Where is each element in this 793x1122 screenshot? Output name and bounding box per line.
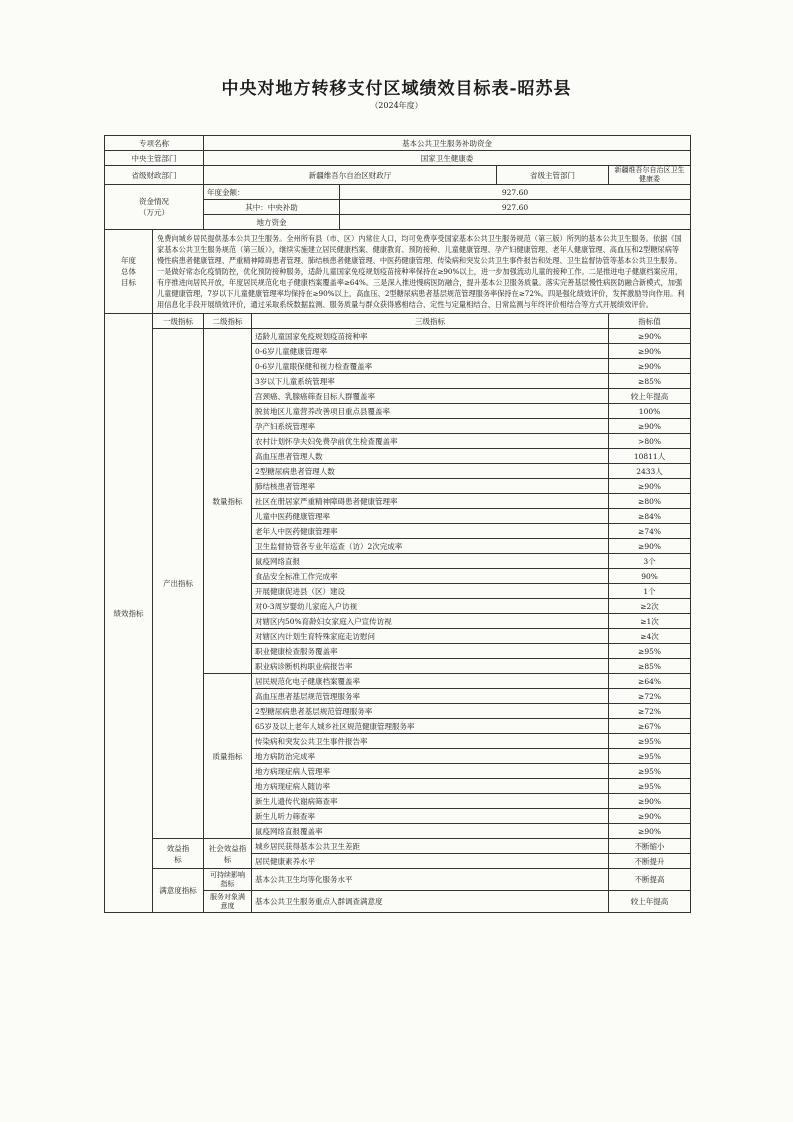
year-amount-value: 927.60	[340, 185, 691, 200]
quantity-indicator-label: 数量指标	[204, 329, 252, 674]
indicator-name: 高血压患者基层规范管理服务率	[252, 689, 609, 704]
indicator-name: 鼠疫网络直报	[252, 554, 609, 569]
page-title: 中央对地方转移支付区域绩效目标表-昭苏县	[221, 79, 572, 99]
indicator-value: ≥90%	[609, 419, 691, 434]
central-dept-label: 中央主管部门	[105, 151, 204, 166]
local-funds-label: 地方资金	[204, 215, 340, 230]
col-level2: 二级指标	[204, 314, 252, 329]
indicator-name: 居民规范化电子健康档案覆盖率	[252, 674, 609, 689]
indicator-name: 鼠疫网络直报覆盖率	[252, 824, 609, 839]
indicator-row	[105, 839, 691, 854]
social-benefit-label: 社会效益指标	[204, 839, 252, 869]
prov-finance-label: 省级财政部门	[105, 166, 204, 185]
indicator-value: ≥1次	[609, 614, 691, 629]
prov-dept-label: 省级主管部门	[497, 166, 609, 185]
local-funds-value	[340, 215, 691, 230]
indicator-name: 社区在册居家严重精神障碍患者健康管理率	[252, 494, 609, 509]
indicator-value: >80%	[609, 434, 691, 449]
indicator-name: 食品安全标准工作完成率	[252, 569, 609, 584]
output-indicator-label: 产出指标	[153, 329, 204, 839]
indicator-name: 地方病现症病人随访率	[252, 779, 609, 794]
prov-finance-value: 新疆维吾尔自治区财政厅	[204, 166, 497, 185]
indicator-name: 65岁及以上老年人城乡社区规范健康管理服务率	[252, 719, 609, 734]
service-satisfaction-label: 服务对象满意度	[204, 891, 252, 913]
indicator-value: 3个	[609, 554, 691, 569]
indicator-value: 10811人	[609, 449, 691, 464]
indicator-name: 0-6岁儿童眼保健和视力检查覆盖率	[252, 359, 609, 374]
indicator-name: 基本公共卫生服务重点人群调查满意度	[252, 891, 609, 913]
quality-indicator-label: 质量指标	[204, 674, 252, 839]
indicators-section-label: 绩效指标	[105, 314, 153, 913]
year-amount-label: 年度金额：	[204, 185, 340, 200]
indicator-value: 1个	[609, 584, 691, 599]
central-sub-value: 927.60	[340, 200, 691, 215]
indicator-value: ≥90%	[609, 359, 691, 374]
indicator-name: 孕产妇系统管理率	[252, 419, 609, 434]
indicator-name: 新生儿听力筛查率	[252, 809, 609, 824]
indicator-value: ≥64%	[609, 674, 691, 689]
indicator-value: ≥80%	[609, 494, 691, 509]
central-dept-value: 国家卫生健康委	[204, 151, 691, 166]
indicator-name: 职业病诊断机构职业病报告率	[252, 659, 609, 674]
indicator-value: ≥90%	[609, 329, 691, 344]
indicator-value: ≥95%	[609, 644, 691, 659]
goal-label: 年度总体目标	[105, 230, 153, 314]
indicator-value: ≥95%	[609, 749, 691, 764]
indicator-value: 较上年提高	[609, 891, 691, 913]
satisfaction-indicator-label: 满意度指标	[153, 869, 204, 913]
indicator-name: 脱贫地区儿童营养改善项目重点县覆盖率	[252, 404, 609, 419]
indicator-name: 高血压患者管理人数	[252, 449, 609, 464]
indicator-name: 肺结核患者管理率	[252, 479, 609, 494]
indicator-name: 儿童中医药健康管理率	[252, 509, 609, 524]
performance-table	[104, 135, 691, 913]
indicator-name: 3岁以下儿童系统管理率	[252, 374, 609, 389]
goal-text: 免费向城乡居民提供基本公共卫生服务。全州所有县（市、区）内常住人口，均可免费享受国家基本公共卫生服务规范（第三版）所列的基本公共卫生服务。依据《国家基本公共卫生服务规范（第三版）》，继续实施建立居民健康档案、健康教育、预防接种、儿童健康管理、孕产妇健康管理、老年人健康管理、高血压和2型糖尿病等慢性病患者健康管理、严重精神障碍患者管理、肺结核患者健康管理、中医药健康管理、传染病和突发公共卫生事件报告和处理、卫生监督协管等基本公共卫生服务。一是做好常态化疫情防控，优化预防接种服务，适龄儿童国家免疫规划疫苗接种率保持在≥90%以上，进一步加强流动儿童的接种工作。二是推进电子健康档案应用，有序推进向居民开放，年度居民规范化电子健康档案覆盖率≥64%。三是深入推进慢病医防融合，提升基本公卫服务质量。落实完善基层慢性病医防融合新模式，加强儿童健康管理，7岁以下儿童健康管理率均保持在≥90%以上，高血压、2型糖尿病患者基层规范管理服务率保持在≥72%。四是强化绩效评价，发挥激励导向作用。利用信息化手段开展绩效评价，通过采取系统数据监测、服务质量与群众获得感相结合、定性与定量相结合、日常监测与年终评价相结合等方式开展绩效评价。	[153, 230, 691, 314]
indicator-row	[105, 869, 691, 891]
indicator-value: ≥85%	[609, 374, 691, 389]
indicator-value: ≥85%	[609, 659, 691, 674]
indicator-name: 职业健康检查服务覆盖率	[252, 644, 609, 659]
indicator-name: 城乡居民获得基本公共卫生差距	[252, 839, 609, 854]
indicator-name: 适龄儿童国家免疫规划疫苗接种率	[252, 329, 609, 344]
indicator-value: ≥95%	[609, 779, 691, 794]
indicator-name: 传染病和突发公共卫生事件报告率	[252, 734, 609, 749]
indicator-value: ≥95%	[609, 764, 691, 779]
col-value: 指标值	[609, 314, 691, 329]
col-level1: 一级指标	[153, 314, 204, 329]
indicator-name: 对0-3周岁婴幼儿家庭入户访视	[252, 599, 609, 614]
indicator-value: ≥90%	[609, 824, 691, 839]
indicator-name: 2型糖尿病患者管理人数	[252, 464, 609, 479]
indicator-value: ≥90%	[609, 794, 691, 809]
indicator-name: 基本公共卫生均等化服务水平	[252, 869, 609, 891]
indicator-value: 不断缩小	[609, 839, 691, 854]
indicator-value: ≥90%	[609, 344, 691, 359]
indicator-value: 不断提高	[609, 869, 691, 891]
indicator-name: 地方病防治完成率	[252, 749, 609, 764]
project-label: 专项名称	[105, 136, 204, 151]
benefit-indicator-label: 效益指标	[153, 839, 204, 869]
indicator-value: ≥74%	[609, 524, 691, 539]
indicator-name: 2型糖尿病患者基层规范管理服务率	[252, 704, 609, 719]
indicator-name: 卫生监督协管各专业年巡查（访）2次完成率	[252, 539, 609, 554]
indicator-value: ≥72%	[609, 689, 691, 704]
indicator-name: 宫颈癌、乳腺癌筛查目标人群覆盖率	[252, 389, 609, 404]
col-level3: 三级指标	[252, 314, 609, 329]
indicator-name: 对辖区内50%育龄妇女家庭入户宣传访视	[252, 614, 609, 629]
indicator-value: 2433人	[609, 464, 691, 479]
indicator-value: ≥2次	[609, 599, 691, 614]
indicator-value: 100%	[609, 404, 691, 419]
indicator-name: 开展健康促进县（区）建设	[252, 584, 609, 599]
prov-dept-value: 新疆维吾尔自治区卫生健康委	[609, 166, 691, 185]
indicator-value: ≥90%	[609, 539, 691, 554]
indicator-value: ≥72%	[609, 704, 691, 719]
funds-label: 资金情况（万元）	[105, 185, 204, 230]
indicator-value: ≥90%	[609, 479, 691, 494]
indicator-value: 较上年提高	[609, 389, 691, 404]
indicator-name: 0-6岁儿童健康管理率	[252, 344, 609, 359]
indicator-value: ≥95%	[609, 734, 691, 749]
indicator-name: 居民健康素养水平	[252, 854, 609, 869]
indicator-row	[105, 329, 691, 344]
indicator-value: ≥90%	[609, 809, 691, 824]
project-value: 基本公共卫生服务补助资金	[204, 136, 691, 151]
indicator-name: 对辖区内计划生育特殊家庭走访慰问	[252, 629, 609, 644]
indicator-value: ≥84%	[609, 509, 691, 524]
indicator-name: 农村计划怀孕夫妇免费孕前优生检查覆盖率	[252, 434, 609, 449]
indicator-value: 90%	[609, 569, 691, 584]
indicator-name: 老年人中医药健康管理率	[252, 524, 609, 539]
indicator-name: 新生儿遗传代谢病筛查率	[252, 794, 609, 809]
page-year: （2024年度）	[370, 101, 423, 110]
sustain-indicator-label: 可持续影响指标	[204, 869, 252, 891]
indicator-name: 地方病现症病人管理率	[252, 764, 609, 779]
indicator-value: ≥4次	[609, 629, 691, 644]
central-sub-label: 其中：中央补助	[204, 200, 340, 215]
indicator-value: ≥67%	[609, 719, 691, 734]
indicator-value: 不断提升	[609, 854, 691, 869]
